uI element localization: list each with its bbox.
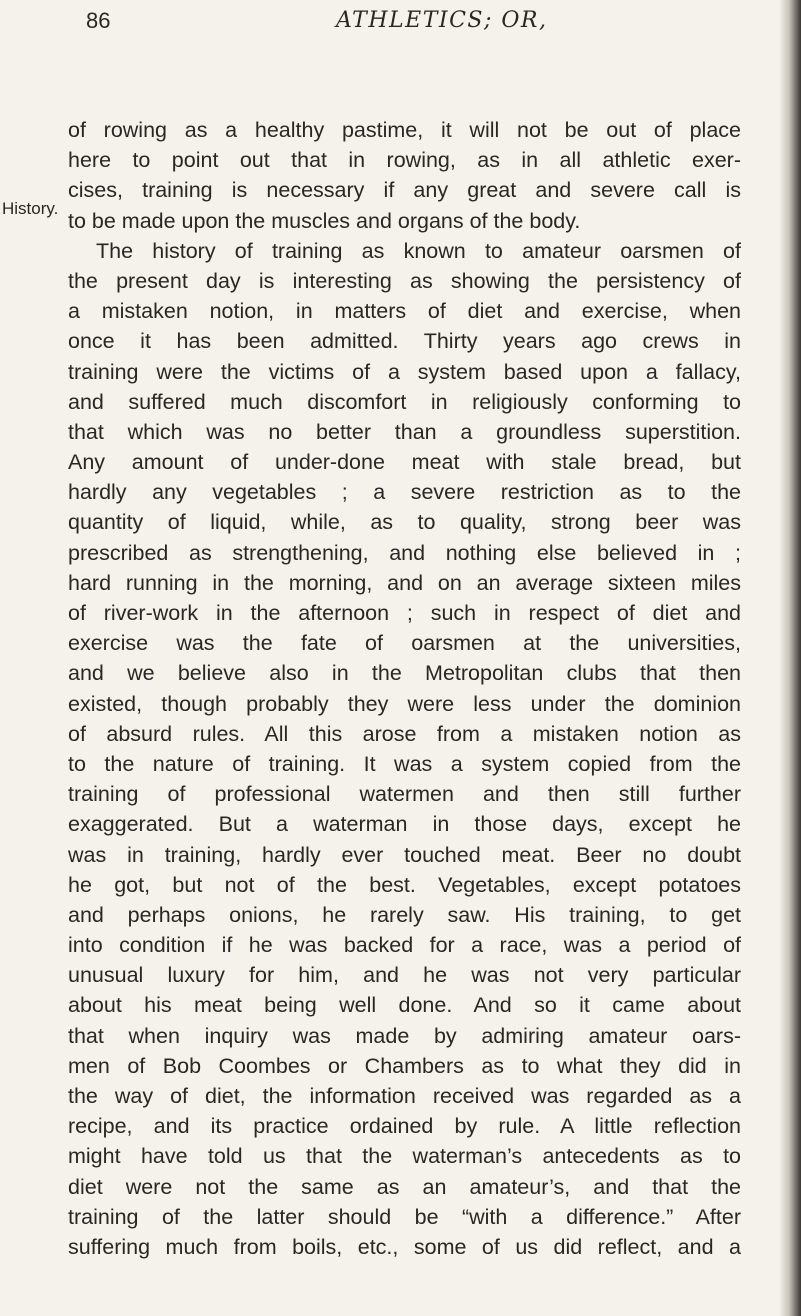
text-line: hardly any vegetables ; a severe restriction as to the xyxy=(68,480,741,505)
body-text xyxy=(68,115,741,1262)
text-line: to the nature of training. It was a system copied from the xyxy=(68,751,741,776)
text-line: diet were not the same as an amateur’s, and that the xyxy=(68,1174,741,1199)
text-line: a mistaken notion, in matters of diet and exercise, when xyxy=(68,299,741,324)
text-line: quantity of liquid, while, as to quality, strong beer was xyxy=(68,510,741,535)
text-line: he got, but not of the best. Vegetables, except potatoes xyxy=(68,872,741,897)
text-line: The history of training as known to amateur oarsmen of xyxy=(96,238,741,263)
text-line: of river-work in the afternoon ; such in respect of diet and xyxy=(68,601,741,625)
text-line: recipe, and its practice ordained by rule. A little reflection xyxy=(68,1114,741,1139)
text-line: suffering much from boils, etc., some of us did reflect, and a xyxy=(68,1234,741,1259)
page-number: 86 xyxy=(86,8,111,33)
text-line: the present day is interesting as showing the persistency of xyxy=(68,268,741,293)
text-line: here to point out that in rowing, as in all athletic exer- xyxy=(68,148,741,173)
text-line: and perhaps onions, he rarely saw. His training, to get xyxy=(68,902,741,927)
text-line: men of Bob Coombes or Chambers as to what they did in xyxy=(68,1053,741,1078)
text-line: training of professional watermen and then still further xyxy=(68,782,741,807)
text-line: hard running in the morning, and on an average sixteen miles xyxy=(68,570,741,595)
text-line: and we believe also in the Metropolitan clubs that then xyxy=(68,661,741,686)
text-line: the way of diet, the information received was regarded as a xyxy=(68,1084,741,1108)
text-line: might have told us that the waterman’s antecedents as to xyxy=(68,1144,741,1169)
margin-note: History. xyxy=(2,199,59,218)
text-line: into condition if he was backed for a race, was a period of xyxy=(68,933,741,958)
text-line: training of the latter should be “with a difference.” After xyxy=(68,1204,741,1229)
text-line: about his meat being well done. And so it came about xyxy=(68,993,741,1018)
text-line: cises, training is necessary if any great and severe call is xyxy=(68,178,741,203)
text-line: of absurd rules. All this arose from a mistaken notion as xyxy=(68,721,741,746)
page-edge-shadow xyxy=(779,0,801,1316)
text-line: and suffered much discomfort in religiously conforming to xyxy=(68,389,741,414)
text-line: was in training, hardly ever touched meat. Beer no doubt xyxy=(68,842,741,867)
text-line: existed, though probably they were less under the dominion xyxy=(68,691,741,716)
text-line: Any amount of under-done meat with stale bread, but xyxy=(68,450,741,475)
text-line: that when inquiry was made by admiring amateur oars- xyxy=(68,1023,741,1048)
text-line: of rowing as a healthy pastime, it will not be out of place xyxy=(68,118,741,142)
text-line: exaggerated. But a waterman in those days, except he xyxy=(68,812,741,837)
text-line: unusual luxury for him, and he was not very particular xyxy=(68,963,741,988)
text-line: that which was no better than a groundless superstition. xyxy=(68,419,741,444)
text-line: once it has been admitted. Thirty years ago crews in xyxy=(68,329,741,354)
text-line: exercise was the fate of oarsmen at the universities, xyxy=(68,631,741,656)
text-line: training were the victims of a system based upon a fallacy, xyxy=(68,359,741,384)
running-title: ATHLETICS; OR, xyxy=(336,8,548,33)
text-line: prescribed as strengthening, and nothing else believed in ; xyxy=(68,540,741,565)
text-line: to be made upon the muscles and organs of the body. xyxy=(68,208,581,233)
